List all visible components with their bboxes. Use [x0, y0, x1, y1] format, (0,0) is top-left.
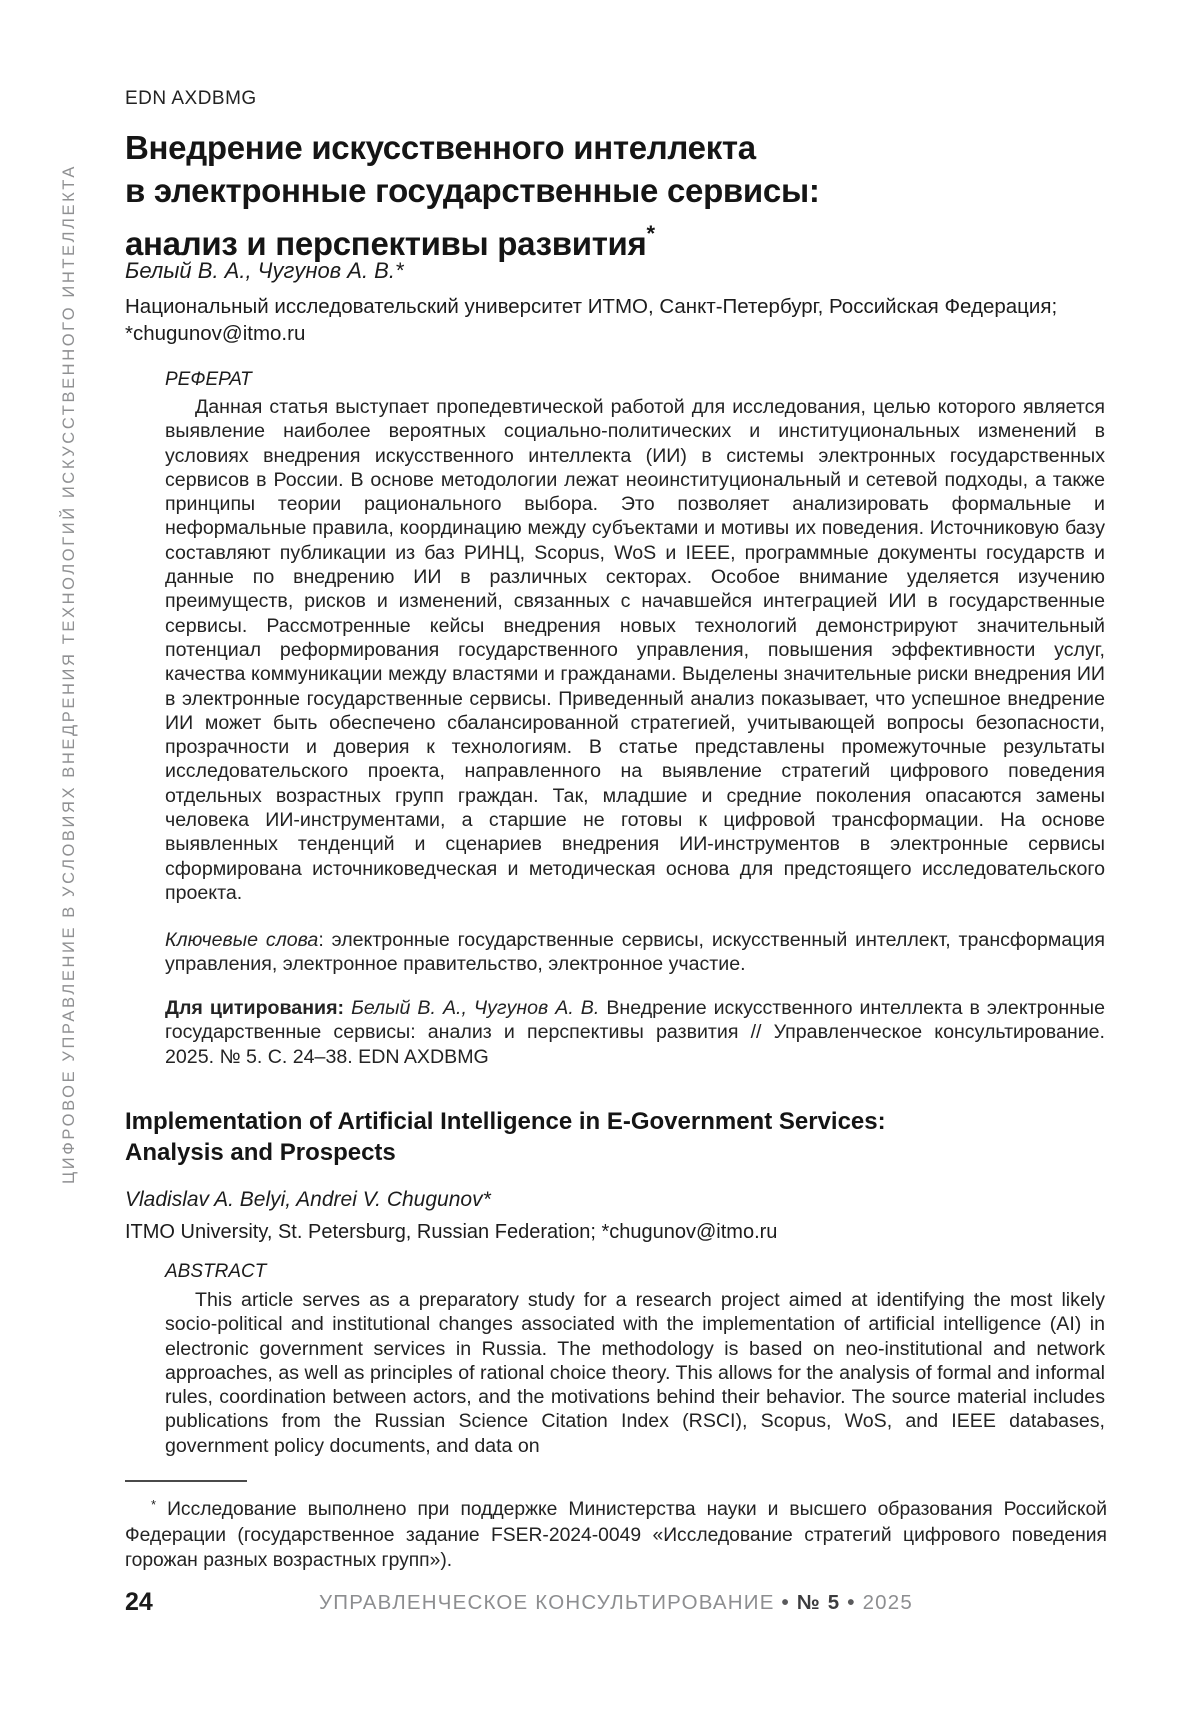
- citation-ru: [165, 996, 1105, 1069]
- authors-ru: Белый В. А., Чугунов А. В.*: [125, 258, 404, 283]
- page-footer: [125, 1588, 1107, 1622]
- footnote-text: Исследование выполнено при поддержке Министерства науки и высшего образования Российской Федерации (государственное задание FSER-2024-0049 «Исследование стратегий цифрового поведения горожан разных возрастных групп»).: [125, 1499, 1107, 1571]
- journal-footer-line: [125, 1591, 1107, 1615]
- citation-text: Внедрение искусственного интеллекта в электронные государственные сервисы: анализ и перспективы развития // Управленческое консультирование. 2025. № 5. С. 24–38. EDN AXDBMG: [165, 997, 1105, 1068]
- title-ru-line-2: в электронные государственные сервисы:: [125, 172, 820, 209]
- citation-label: Для цитирования:: [165, 997, 345, 1019]
- article-title-ru: [125, 126, 1107, 265]
- article-title-en: [125, 1106, 1107, 1168]
- keywords-text-ru: : электронные государственные сервисы, искусственный интеллект, трансформация управления, электронное правительство, электронное участие.: [165, 929, 1105, 976]
- title-footnote-marker: *: [646, 221, 655, 246]
- journal-name: УПРАВЛЕНЧЕСКОЕ КОНСУЛЬТИРОВАНИЕ: [319, 1591, 775, 1614]
- title-en-line-1: Implementation of Artificial Intelligence in E-Government Services:: [125, 1108, 886, 1135]
- footnote-marker: *: [151, 1497, 157, 1512]
- title-en-line-2: Analysis and Prospects: [125, 1139, 396, 1166]
- affiliation-en: ITMO University, St. Petersburg, Russian Federation; *chugunov@itmo.ru: [125, 1221, 778, 1243]
- abstract-label-en: ABSTRACT: [165, 1261, 267, 1282]
- keywords-label-ru: Ключевые слова: [165, 929, 319, 951]
- edn-code: EDN AXDBMG: [125, 88, 257, 109]
- journal-year: 2025: [862, 1591, 913, 1614]
- affiliation-ru: Национальный исследовательский университет ИТМО, Санкт-Петербург, Российская Федерация; *chugunov@itmo.ru: [125, 295, 1058, 345]
- footnote: [125, 1492, 1107, 1574]
- keywords-ru: [165, 928, 1105, 977]
- journal-issue: № 5: [796, 1591, 841, 1614]
- authors-en: Vladislav A. Belyi, Andrei V. Chugunov*: [125, 1188, 491, 1211]
- footer-separator-2: •: [847, 1591, 856, 1614]
- title-ru-line-3: анализ и перспективы развития: [125, 225, 647, 262]
- abstract-label-ru: РЕФЕРАТ: [165, 369, 252, 390]
- abstract-text-ru: Данная статья выступает пропедевтической работой для исследования, целью которого является выявление наиболее вероятных социально-политических и институциональных изменений в условиях внедрения искусственного интеллекта (ИИ) в системы электронных государственных сервисов в России. В основе методологии лежат неоинституциональный и сетевой подходы, а также принципы теории рационального выбора. Это позволяет анализировать формальные и неформальные правила, координацию между субъектами и мотивы их поведения. Источниковую базу составляют публикации из баз РИНЦ, Scopus, WoS и IEEE, программные документы государств и данные по внедрению ИИ в различных секторах. Особое внимание уделяется изучению преимуществ, рисков и изменений, связанных с начавшейся интеграцией ИИ в государственные сервисы. Рассмотренные кейсы внедрения новых технологий демонстрируют значительный потенциал реформирования государственного управления, повышения эффективности услуг, качества коммуникации между властями и гражданами. Выделены значительные риски внедрения ИИ в электронные государственные сервисы. Приведенный анализ показывает, что успешное внедрение ИИ может быть обеспечено сбалансированной стратегией, учитывающей вопросы безопасности, прозрачности и доверия к технологиям. В статье представлены промежуточные результаты исследовательского проекта, направленного на выявление стратегий цифрового поведения отдельных возрастных групп граждан. Так, младшие и средние поколения опасаются замены человека ИИ-инструментами, а старшие не готовы к цифровой трансформации. На основе выявленных тенденций и сценариев внедрения ИИ-инструментов в электронные сервисы сформирована источниковедческая и методическая основа для предстоящего исследовательского проекта.: [165, 396, 1105, 904]
- title-ru-line-1: Внедрение искусственного интеллекта: [125, 129, 756, 166]
- footnote-divider: [125, 1480, 247, 1482]
- page-number: 24: [125, 1588, 153, 1616]
- abstract-text-en: This article serves as a preparatory study for a research project aimed at identifying the most likely socio-political and institutional changes associated with the implementation of artificial intelligence (AI) in electronic government services in Russia. The methodology is based on neo-institutional and network approaches, as well as principles of rational choice theory. This allows for the analysis of formal and informal rules, coordination between actors, and the motivations behind their behavior. The source material includes publications from the Russian Science Citation Index (RSCI), Scopus, WoS, and IEEE databases, government policy documents, and data on: [165, 1289, 1105, 1457]
- citation-authors: Белый В. А., Чугунов А. В.: [351, 997, 600, 1019]
- footer-separator-1: •: [781, 1591, 790, 1614]
- section-running-head: ЦИФРОВОЕ УПРАВЛЕНИЕ В УСЛОВИЯХ ВНЕДРЕНИЯ ТЕХНОЛОГИЙ ИСКУССТВЕННОГО ИНТЕЛЛЕКТА: [60, 163, 78, 1184]
